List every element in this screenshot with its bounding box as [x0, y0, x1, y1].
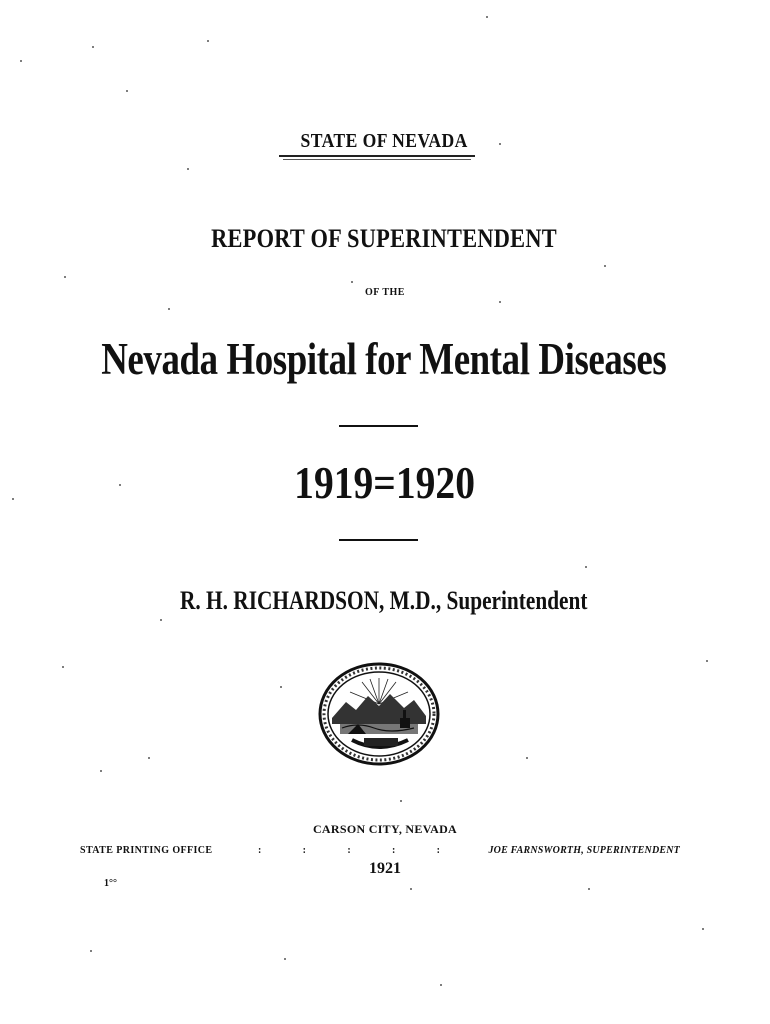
scan-speck [90, 950, 92, 952]
separator-row [258, 845, 440, 856]
printing-office: STATE PRINTING OFFICE [80, 845, 213, 856]
divider-rule-bottom [339, 539, 418, 541]
superintendent-line: R. H. RICHARDSON, M.D., Superintendent [179, 586, 588, 615]
state-heading-underline-thin [283, 159, 471, 160]
scan-speck [499, 301, 501, 303]
separator: : [347, 845, 351, 856]
of-the-label: OF THE [365, 287, 405, 298]
scan-speck [12, 498, 14, 500]
publication-year: 1921 [369, 860, 401, 877]
scan-speck [126, 90, 128, 92]
printer-name: JOE FARNSWORTH, SUPERINTENDENT [488, 845, 680, 856]
scan-speck [92, 46, 94, 48]
scan-speck [187, 168, 189, 170]
scan-speck [168, 308, 170, 310]
scan-speck [499, 143, 501, 145]
scan-speck [400, 800, 402, 802]
divider-rule-top [339, 425, 418, 427]
printing-row [80, 845, 680, 861]
publication-place: CARSON CITY, NEVADA [312, 822, 458, 836]
state-seal-icon [318, 662, 440, 766]
scan-speck [706, 660, 708, 662]
scan-speck [280, 686, 282, 688]
separator: : [302, 845, 306, 856]
scan-speck [604, 265, 606, 267]
state-heading: STATE OF NEVADA [300, 130, 468, 152]
scan-speck [100, 770, 102, 772]
scan-speck [64, 276, 66, 278]
separator: : [258, 845, 262, 856]
scan-speck [410, 888, 412, 890]
state-heading-underline [279, 155, 475, 157]
separator: : [391, 845, 396, 856]
scan-speck [20, 60, 22, 62]
report-heading: REPORT OF SUPERINTENDENT [211, 224, 557, 253]
scan-speck [486, 16, 488, 18]
scan-speck [148, 757, 150, 759]
scan-speck [160, 619, 162, 621]
report-years: 1919=1920 [294, 457, 475, 508]
scan-speck [119, 484, 121, 486]
scan-speck [585, 566, 587, 568]
scan-speck [284, 958, 286, 960]
scan-speck [440, 984, 442, 986]
separator: : [436, 845, 440, 856]
scan-speck [351, 281, 353, 283]
scan-speck [588, 888, 590, 890]
scan-speck [526, 757, 528, 759]
institution-title: Nevada Hospital for Mental Diseases [101, 334, 667, 384]
catalog-mark: 1°° [104, 878, 117, 889]
scan-speck [207, 40, 209, 42]
scan-speck [62, 666, 64, 668]
scan-speck [702, 928, 704, 930]
